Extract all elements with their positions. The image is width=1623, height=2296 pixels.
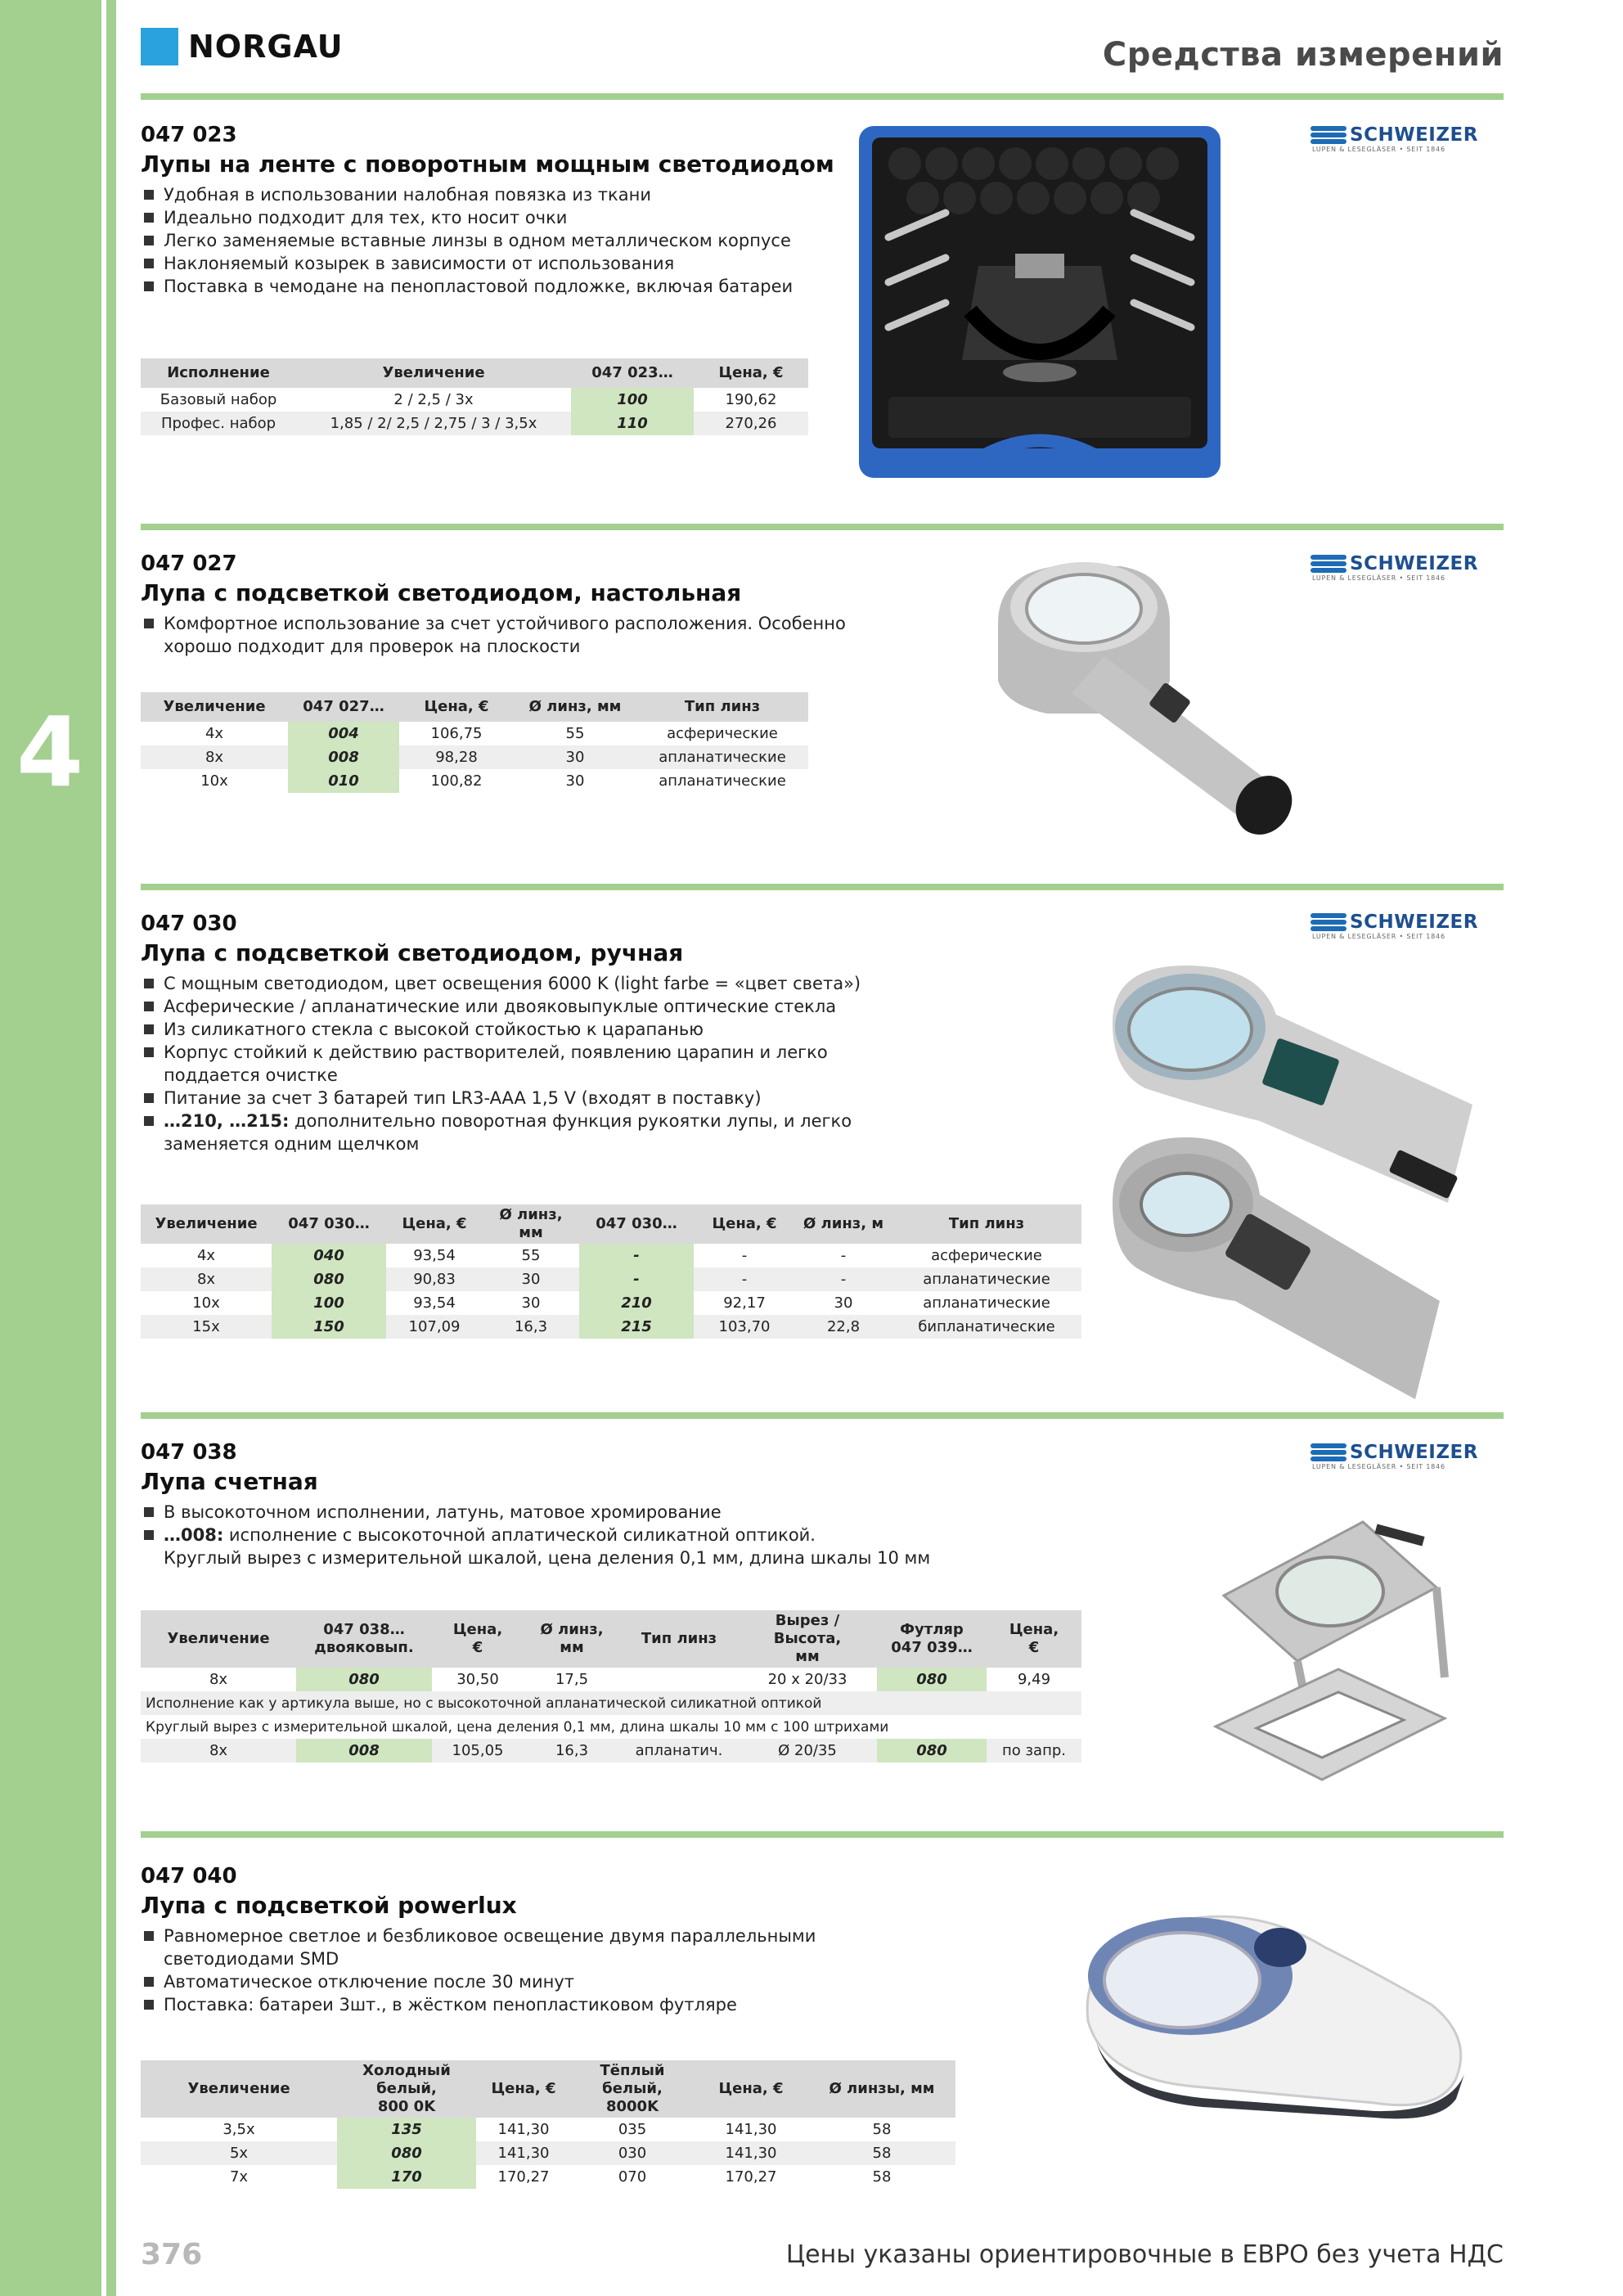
table-cell: апланатические (892, 1267, 1081, 1291)
feature-list (141, 972, 1041, 1155)
table-row (141, 769, 808, 793)
table-row (141, 722, 808, 745)
feature-text: дополнительно поворотная функция рукоятки лупы, и легко (289, 1111, 852, 1131)
header-line: Футляр (900, 1621, 964, 1638)
table-header: Увеличение (141, 1610, 296, 1668)
logo-square-icon (141, 28, 178, 65)
feature-item: Асферические / апланатические или двояковыпуклые оптические стекла (141, 995, 1041, 1018)
table-cell: бипланатические (892, 1315, 1081, 1339)
product-name: Лупа с подсветкой светодиодом, ручная (141, 939, 684, 966)
price-cell: 141,30 (497, 2121, 550, 2138)
table-cell: - (840, 1247, 847, 1264)
article-cell: 110 (571, 412, 694, 435)
feature-list (141, 1501, 1041, 1569)
table-cell: 2 / 2,5 / 3x (393, 391, 474, 408)
price-cell: 106,75 (430, 725, 483, 742)
feature-item: Поставка в чемодане на пенопластовой подложке, включая батареи (141, 275, 877, 298)
spec-table-047-040 (141, 2060, 955, 2189)
table-header: Увеличение (141, 692, 288, 722)
product-name: Лупы на ленте с поворотным мощным светодиодом (141, 151, 834, 178)
article-cell: 080 (272, 1267, 386, 1291)
table-cell: 5x (141, 2141, 337, 2165)
feature-item: хорошо подходит для проверок на плоскости (164, 637, 581, 656)
table-cell (620, 1668, 738, 1691)
table-row (141, 388, 808, 412)
product-name: Лупа счетная (141, 1468, 318, 1495)
section-title: Средства измерений (1102, 36, 1504, 74)
price-cell: - (694, 1267, 795, 1291)
table-cell: 8x (141, 745, 288, 769)
table-header: Увеличение (141, 2060, 337, 2118)
article-cell: 008 (296, 1739, 432, 1763)
table-row (141, 1291, 1081, 1315)
table-header (296, 1610, 432, 1668)
table-cell: 10x (192, 1294, 220, 1312)
table-header: Исполнение (141, 358, 296, 388)
table-cell: 30 (565, 772, 585, 790)
divider (141, 1412, 1504, 1419)
logo-text: NORGAU (188, 29, 344, 65)
chapter-number: 4 (16, 696, 84, 808)
table-cell: 58 (808, 2141, 955, 2165)
price-cell: 100,82 (430, 772, 483, 790)
schweizer-logo-icon (1311, 124, 1347, 146)
price-cell: 98,28 (399, 745, 514, 769)
product-047-030 (141, 910, 1041, 1155)
feature-item: Легко заменяемые вставные линзы в одном металлическом корпусе (141, 229, 877, 252)
table-header: Цена, € (694, 358, 808, 388)
powerlux-magnifier-photo (1063, 1898, 1481, 2119)
schweizer-logo-icon (1311, 912, 1347, 933)
article-cell: 004 (288, 722, 399, 745)
table-cell: 58 (872, 2121, 892, 2138)
feature-item: Комфортное использование за счет устойчивого расположения. Особенно (141, 612, 877, 635)
table-header: Ø линз, м (795, 1204, 892, 1244)
schweizer-brand (1311, 124, 1479, 153)
header-line: мм (795, 1648, 820, 1665)
table-cell: - (795, 1267, 892, 1291)
spec-table-047-030 (141, 1204, 1081, 1339)
product-047-038 (141, 1438, 1041, 1569)
header-line: 800 0K (377, 2098, 436, 2115)
feature-item: Равномерное светлое и безбликовое освещение двумя параллельными (141, 1925, 1041, 1947)
price-cell: 30,50 (456, 1671, 499, 1688)
table-row (141, 1267, 1081, 1291)
article-cell: 170 (337, 2165, 476, 2189)
product-name: Лупа с подсветкой powerlux (141, 1892, 517, 1919)
table-cell: 10x (200, 772, 228, 790)
feature-item: светодиодами SMD (164, 1949, 339, 1969)
feature-item: Корпус стойкий к действию растворителей, появлению царапин и легко (141, 1041, 1041, 1064)
price-cell: 107,09 (386, 1315, 483, 1339)
table-cell: апланатические (923, 1294, 1050, 1312)
table-cell: асферические (931, 1247, 1042, 1264)
table-header: Ø линз, мм (483, 1204, 579, 1244)
table-cell: 7x (229, 2168, 249, 2186)
feature-text: исполнение с высокоточной аплатической силикатной оптикой. (223, 1525, 816, 1545)
table-header: Цена, € (386, 1204, 483, 1244)
table-cell: 22,8 (795, 1315, 892, 1339)
feature-item: Автоматическое отключение после 30 минут (141, 1970, 1041, 1993)
header-line: Цена, (1009, 1621, 1059, 1638)
table-header: Тип линз (892, 1204, 1081, 1244)
desk-magnifier-photo (982, 550, 1342, 844)
table-header (877, 1610, 987, 1668)
article-cell: 150 (272, 1315, 386, 1339)
price-cell: 141,30 (725, 2121, 777, 2138)
table-cell: 17,5 (555, 1671, 589, 1688)
table-header: Цена, € (476, 2060, 571, 2118)
divider (141, 884, 1504, 890)
counting-loupe-photo (1199, 1497, 1458, 1792)
brand-name: SCHWEIZER (1350, 1442, 1478, 1463)
price-cell: 170,27 (725, 2168, 777, 2186)
feature-item: заменяется одним щелчком (164, 1134, 420, 1154)
header-line: € (1028, 1639, 1040, 1656)
price-cell: 170,27 (497, 2168, 550, 2186)
feature-item: В высокоточном исполнении, латунь, матовое хромирование (141, 1501, 1041, 1524)
feature-item: С мощным светодиодом, цвет освещения 6000 K (light farbe = «цвет света») (141, 972, 1041, 995)
price-cell: 9,49 (1017, 1671, 1051, 1688)
article-cell: 215 (579, 1315, 694, 1339)
table-row (141, 1315, 1081, 1339)
feature-item: Из силикатного стекла с высокой стойкостью к царапанью (141, 1018, 1041, 1041)
price-cell: 93,54 (413, 1247, 456, 1264)
article-cell: 040 (272, 1244, 386, 1267)
article-cell: 008 (288, 745, 399, 769)
header-line: 047 039… (891, 1639, 973, 1656)
table-row (141, 2165, 955, 2189)
article-cell: 135 (337, 2118, 476, 2141)
page-number: 376 (141, 2238, 203, 2271)
product-code: 047 027 (141, 551, 237, 576)
feature-article-ref: …008: (164, 1525, 224, 1545)
table-cell: 16,3 (524, 1739, 620, 1763)
table-cell: 070 (618, 2168, 647, 2186)
table-note-row (141, 1715, 1081, 1739)
product-047-027 (141, 550, 877, 658)
table-row (141, 2141, 955, 2165)
table-row (141, 1668, 1081, 1691)
table-cell: асферические (667, 725, 778, 742)
price-cell: 103,70 (694, 1315, 795, 1339)
table-cell: Базовый набор (160, 391, 277, 408)
table-cell: 030 (571, 2141, 694, 2165)
product-code: 047 023 (141, 123, 237, 147)
feature-list (141, 612, 877, 658)
price-cell: 92,17 (723, 1294, 766, 1312)
table-cell: 30 (521, 1294, 541, 1312)
header-line: Цена, (452, 1621, 503, 1638)
article-cell: - (579, 1267, 694, 1291)
feature-item: поддается очистке (164, 1065, 338, 1085)
brand-tagline: LUPEN & LESEGLÄSER • SEIT 1846 (1312, 1463, 1445, 1470)
feature-item: Круглый вырез с измерительной шкалой, цена деления 0,1 мм, длина шкалы 10 мм (164, 1548, 931, 1568)
headband-loupe-case-photo (856, 123, 1224, 486)
feature-item: Удобная в использовании налобная повязка из ткани (141, 183, 877, 206)
sidebar-line (101, 0, 106, 2296)
footer-note: Цены указаны ориентировочные в ЕВРО без учета НДС (785, 2240, 1504, 2269)
price-cell: 141,30 (476, 2141, 571, 2165)
table-cell: 20 x 20/33 (767, 1671, 847, 1688)
article-cell: 010 (288, 769, 399, 793)
product-code: 047 038 (141, 1440, 237, 1465)
article-cell: 210 (579, 1291, 694, 1315)
product-name: Лупа с подсветкой светодиодом, настольная (141, 579, 742, 606)
table-note: Круглый вырез с измерительной шкалой, цена деления 0,1 мм, длина шкалы 10 мм с 100 штрихами (141, 1715, 1081, 1739)
table-cell: 30 (834, 1294, 853, 1312)
article-cell: 080 (337, 2141, 476, 2165)
product-code: 047 030 (141, 912, 237, 936)
table-header: Цена, € (694, 1204, 795, 1244)
table-header: 047 027… (288, 692, 399, 722)
divider (141, 93, 1504, 100)
table-cell: 3,5x (223, 2121, 255, 2138)
table-row (141, 1244, 1081, 1267)
table-header (738, 1610, 877, 1668)
spec-table-047-027 (141, 692, 808, 793)
feature-article-ref: …210, …215: (164, 1111, 290, 1131)
table-cell: 55 (521, 1247, 541, 1264)
header-line: двояковып. (314, 1639, 414, 1656)
table-cell: Ø 20/35 (738, 1739, 877, 1763)
price-cell: 141,30 (694, 2141, 808, 2165)
feature-list (141, 1925, 1041, 2016)
brand-name: SCHWEIZER (1350, 124, 1478, 146)
table-cell: 8x (209, 1671, 228, 1688)
brand-tagline: LUPEN & LESEGLÄSER • SEIT 1846 (1312, 574, 1445, 582)
table-cell: 30 (483, 1267, 579, 1291)
feature-item (141, 1524, 1041, 1546)
table-cell: 4x (196, 1247, 216, 1264)
spec-table-047-023 (141, 358, 808, 435)
chapter-sidebar (0, 0, 116, 2296)
table-header (571, 2060, 694, 2118)
header-line: Ø линз, (540, 1621, 604, 1638)
feature-item: Питание за счет 3 батарей тип LR3-AAA 1,5 V (входят в поставку) (141, 1087, 1041, 1110)
divider (141, 524, 1504, 530)
table-header (987, 1610, 1081, 1668)
price-cell: 93,54 (413, 1294, 456, 1312)
article-cell: 100 (272, 1291, 386, 1315)
article-cell: 080 (296, 1668, 432, 1691)
schweizer-logo-icon (1311, 1442, 1347, 1463)
header-line: Холодный белый, (362, 2062, 451, 2097)
price-cell: по запр. (987, 1739, 1081, 1763)
brand-name: SCHWEIZER (1350, 553, 1478, 574)
header-line: € (472, 1639, 483, 1656)
table-header: Тип линз (620, 1610, 738, 1668)
table-row (141, 1739, 1081, 1763)
price-cell: 90,83 (386, 1267, 483, 1291)
table-cell: 035 (618, 2121, 647, 2138)
table-header: Увеличение (296, 358, 571, 388)
product-047-023 (141, 121, 877, 298)
table-header: Цена, € (694, 2060, 808, 2118)
schweizer-logo-icon (1311, 553, 1347, 574)
table-header: Увеличение (141, 1204, 272, 1244)
table-cell: 1,85 / 2/ 2,5 / 2,75 / 3 / 3,5x (296, 412, 571, 435)
price-cell: - (741, 1247, 748, 1264)
table-header: Ø линз, мм (514, 692, 636, 722)
header-line: мм (560, 1639, 584, 1656)
table-header: 047 023… (571, 358, 694, 388)
table-cell: 58 (872, 2168, 892, 2186)
table-note: Исполнение как у артикула выше, но с высокоточной апланатической силикатной оптикой (141, 1691, 1081, 1715)
feature-item: Наклоняемый козырек в зависимости от использования (141, 252, 877, 275)
hand-magnifiers-photo (1096, 957, 1489, 1416)
schweizer-brand (1311, 553, 1479, 582)
brand-tagline: LUPEN & LESEGLÄSER • SEIT 1846 (1312, 146, 1445, 153)
table-cell: Профес. набор (141, 412, 296, 435)
price-cell: 270,26 (694, 412, 808, 435)
table-header: Тип линз (636, 692, 808, 722)
table-cell: 4x (205, 725, 224, 742)
table-header (524, 1610, 620, 1668)
brand-name: SCHWEIZER (1350, 912, 1478, 933)
header-line: Тёплый (600, 2062, 665, 2079)
table-header (432, 1610, 524, 1668)
feature-item: Идеально подходит для тех, кто носит очки (141, 206, 877, 229)
table-cell: апланатические (636, 745, 808, 769)
table-cell: 8x (141, 1739, 296, 1763)
norgau-logo (141, 28, 344, 65)
table-header: Ø линзы, мм (808, 2060, 955, 2118)
table-cell: 8x (141, 1267, 272, 1291)
header-line: белый, 8000K (602, 2080, 663, 2115)
spec-table-047-038 (141, 1610, 1081, 1763)
table-cell: апланатич. (620, 1739, 738, 1763)
schweizer-brand (1311, 912, 1479, 940)
article-cell: 080 (877, 1668, 987, 1691)
header-line: 047 038… (323, 1621, 405, 1638)
table-cell: 16,3 (483, 1315, 579, 1339)
table-cell: апланатические (659, 772, 786, 790)
price-cell: 190,62 (725, 391, 777, 408)
feature-item: Поставка: батареи 3шт., в жёстком пенопластиковом футляре (141, 1993, 1041, 2016)
article-cell: 100 (571, 388, 694, 412)
header-line: Вырез /Высота, (773, 1612, 842, 1647)
table-header: Цена, € (399, 692, 514, 722)
table-header: 047 030… (272, 1204, 386, 1244)
table-cell: 15x (141, 1315, 272, 1339)
table-row (141, 2118, 955, 2141)
table-row (141, 412, 808, 435)
brand-tagline: LUPEN & LESEGLÄSER • SEIT 1846 (1312, 933, 1445, 940)
article-cell: 080 (877, 1739, 987, 1763)
table-header (337, 2060, 476, 2118)
table-header: 047 030… (579, 1204, 694, 1244)
table-cell: 30 (514, 745, 636, 769)
table-cell: 55 (565, 725, 585, 742)
article-cell: - (579, 1244, 694, 1267)
feature-list (141, 183, 877, 298)
product-047-040 (141, 1862, 1041, 2016)
feature-item (141, 1110, 1041, 1132)
divider (141, 1831, 1504, 1838)
product-code: 047 040 (141, 1864, 237, 1889)
price-cell: 105,05 (432, 1739, 524, 1763)
schweizer-brand (1311, 1442, 1479, 1470)
table-note-row (141, 1691, 1081, 1715)
table-row (141, 745, 808, 769)
